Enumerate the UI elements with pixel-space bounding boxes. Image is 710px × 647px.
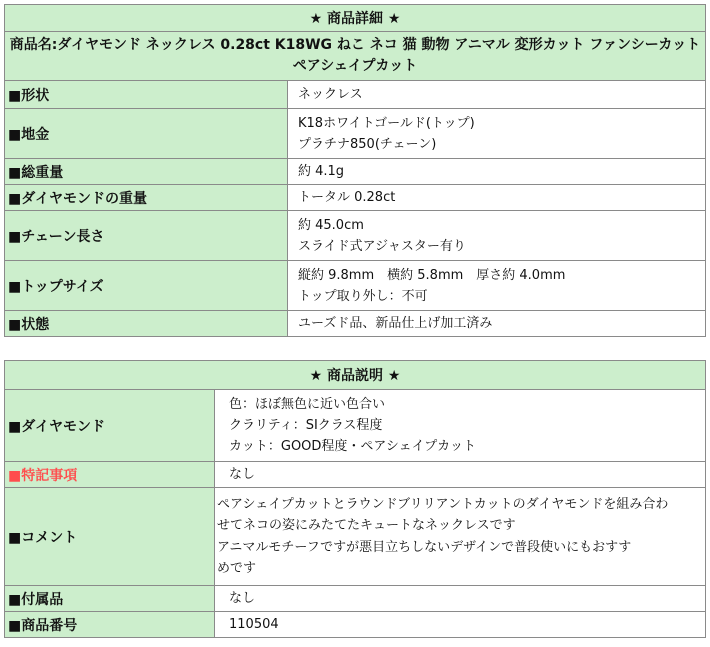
label-diamond-weight: ■ダイヤモンドの重量 [5, 185, 288, 211]
label-comment: ■コメント [5, 488, 215, 586]
label-special-notes: ■特記事項 [5, 462, 215, 488]
value-comment: ペアシェイプカットとラウンドブリリアントカットのダイヤモンドを組み合わ せてネコの姿にみたてたキュートなネックレスです アニマルモチーフですが悪目立ちしないデザインで普段使いにもおすす めです [215, 488, 706, 586]
value-metal: K18ホワイトゴールド(トップ) プラチナ850(チェーン) [288, 109, 706, 159]
label-diamond: ■ダイヤモンド [5, 390, 215, 462]
label-condition: ■状態 [5, 311, 288, 337]
value-diamond-weight: トータル 0.28ct [288, 185, 706, 211]
product-name: 商品名:ダイヤモンド ネックレス 0.28ct K18WG ねこ ネコ 猫 動物 アニマル 変形カット ファンシーカット ペアシェイプカット [5, 32, 706, 81]
value-condition: ユーズド品、新品仕上げ加工済み [288, 311, 706, 337]
value-top-size: 縦約 9.8mm 横約 5.8mm 厚さ約 4.0mm トップ取り外し：不可 [288, 261, 706, 311]
details-header: ★ 商品詳細 ★ [5, 5, 706, 32]
value-product-number: 110504 [215, 612, 706, 638]
value-special-notes: なし [215, 462, 706, 488]
product-details-table [4, 4, 706, 337]
label-total-weight: ■総重量 [5, 159, 288, 185]
label-top-size: ■トップサイズ [5, 261, 288, 311]
value-total-weight: 約 4.1g [288, 159, 706, 185]
value-diamond: 色：ほぼ無色に近い色合い クラリティ：SIクラス程度 カット：GOOD程度・ペアシェイプカット [215, 390, 706, 462]
description-header: ★ 商品説明 ★ [5, 361, 706, 390]
label-accessories: ■付属品 [5, 586, 215, 612]
value-accessories: なし [215, 586, 706, 612]
label-product-number: ■商品番号 [5, 612, 215, 638]
label-shape: ■形状 [5, 81, 288, 109]
value-chain-length: 約 45.0cm スライド式アジャスター有り [288, 211, 706, 261]
value-shape: ネックレス [288, 81, 706, 109]
product-description-table [4, 360, 706, 638]
label-chain-length: ■チェーン長さ [5, 211, 288, 261]
label-metal: ■地金 [5, 109, 288, 159]
